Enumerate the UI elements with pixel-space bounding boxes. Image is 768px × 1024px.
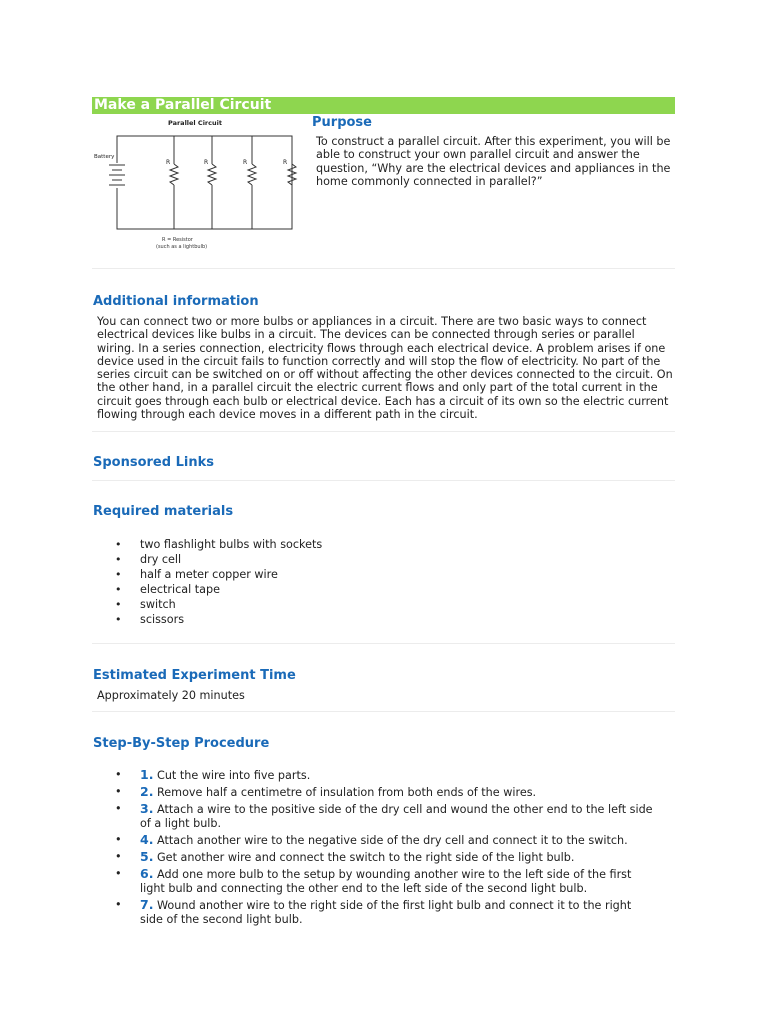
- purpose-heading: Purpose: [312, 115, 372, 130]
- step-text: Attach a wire to the positive side of the dry cell and wound the other end to the left side of a light bulb.: [140, 803, 653, 830]
- step-text: Wound another wire to the right side of the first light bulb and connect it to the right side of the second light bulb.: [140, 899, 632, 926]
- list-item: • scissors: [93, 612, 653, 627]
- resistor-label-1: R: [166, 159, 171, 166]
- step-text: Attach another wire to the negative side of the dry cell and connect it to the switch.: [157, 834, 628, 847]
- diagram-title: Parallel Circuit: [168, 119, 222, 127]
- additional-heading: Additional information: [93, 294, 259, 309]
- time-text: Approximately 20 minutes: [97, 689, 245, 702]
- list-item: • half a meter copper wire: [93, 567, 653, 582]
- time-heading: Estimated Experiment Time: [93, 668, 296, 683]
- sponsored-heading: Sponsored Links: [93, 455, 214, 470]
- step-number: 7.: [140, 897, 154, 912]
- list-item: [93, 898, 653, 927]
- list-item: [93, 833, 653, 848]
- list-item: [93, 802, 653, 831]
- procedure-list: [93, 768, 653, 929]
- list-item: [93, 867, 653, 896]
- step-number: 5.: [140, 849, 154, 864]
- resistor-label-3: R: [243, 159, 248, 166]
- parallel-circuit-diagram: [92, 116, 304, 254]
- list-item: [93, 785, 653, 800]
- list-item: • electrical tape: [93, 582, 653, 597]
- step-number: 4.: [140, 832, 154, 847]
- divider: [92, 480, 675, 481]
- page-title: Make a Parallel Circuit: [92, 97, 675, 114]
- list-item: • switch: [93, 597, 653, 612]
- divider: [92, 643, 675, 644]
- list-item: • two flashlight bulbs with sockets: [93, 537, 653, 552]
- purpose-text: To construct a parallel circuit. After this experiment, you will be able to construct your own parallel circuit and answer the question, “Why are the electrical devices and appliances in the home commonly connected in parallel?”: [316, 135, 671, 188]
- resistor-label-4: R: [283, 159, 288, 166]
- list-item: • dry cell: [93, 552, 653, 567]
- procedure-heading: Step-By-Step Procedure: [93, 736, 270, 751]
- materials-heading: Required materials: [93, 504, 234, 519]
- resistor-label-2: R: [204, 159, 209, 166]
- battery-label: Battery: [94, 154, 115, 160]
- step-text: Add one more bulb to the setup by wounding another wire to the left side of the first light bulb and connecting the other end to the left side of the second light bulb.: [140, 868, 632, 895]
- step-number: 6.: [140, 866, 154, 881]
- step-number: 2.: [140, 784, 154, 799]
- list-item: [93, 850, 653, 865]
- additional-text: You can connect two or more bulbs or appliances in a circuit. There are two basic ways to connect electrical devices like bulbs in a circuit. The devices can be connected through series or parallel wiring. In a series connection, electricity flows through each electrical device. A problem arises if one device used in the circuit fails to function correctly and will stop the flow of electricity. No part of the series circuit can be switched on or off without affecting the other devices connected to the circuit. On the other hand, in a parallel circuit the electric current flows and only part of the total current in the circuit goes through each bulb or electrical device. Each has a circuit of its own so the electric current flowing through each device moves in a different path in the circuit.: [97, 315, 673, 422]
- divider: [92, 431, 675, 432]
- step-text: Get another wire and connect the switch to the right side of the light bulb.: [157, 851, 575, 864]
- materials-list: [93, 537, 653, 627]
- divider: [92, 268, 675, 269]
- step-text: Cut the wire into five parts.: [157, 769, 311, 782]
- legend-line-1: R = Resistor: [162, 237, 193, 243]
- divider: [92, 711, 675, 712]
- step-text: Remove half a centimetre of insulation from both ends of the wires.: [157, 786, 537, 799]
- legend-line-2: (such as a lightbulb): [156, 244, 208, 250]
- step-number: 3.: [140, 801, 154, 816]
- step-number: 1.: [140, 767, 154, 782]
- list-item: [93, 768, 653, 783]
